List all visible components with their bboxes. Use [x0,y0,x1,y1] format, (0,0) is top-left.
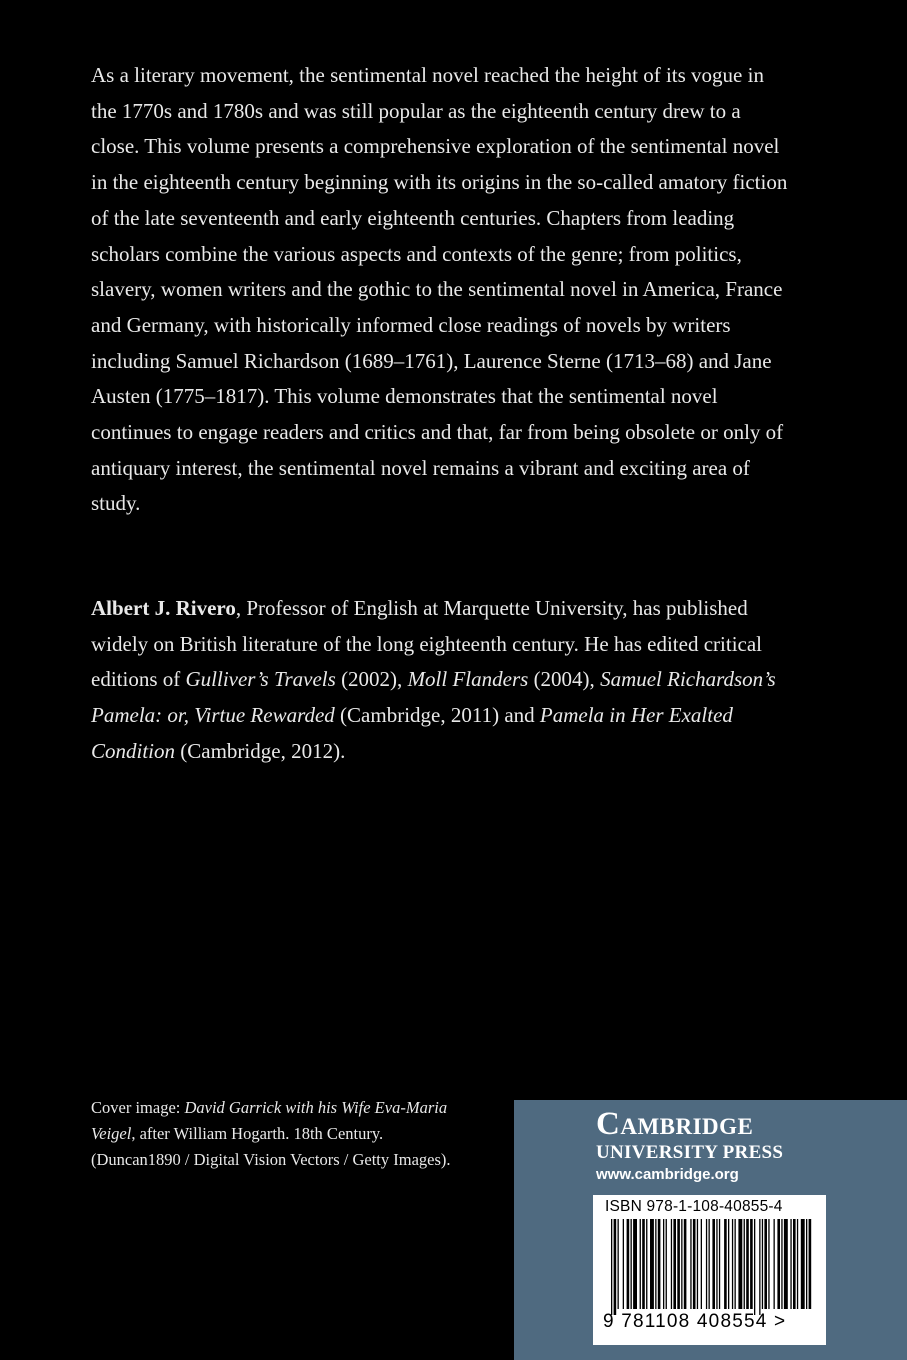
publisher-subtitle: UNIVERSITY PRESS [596,1142,784,1163]
credit-suffix: , after William Hogarth. 18th Century. (Duncan1890 / Digital Vision Vectors / Getty Images). [91,1124,451,1169]
credit-title: David Garrick with his Wife Eva-Maria Veigel [91,1098,448,1143]
isbn-label: ISBN 978-1-108-40855-4 [605,1198,783,1215]
bio-text-4: (Cambridge, 2011) and [334,703,540,728]
work-title-2: Moll Flanders [407,667,529,692]
credit-prefix: Cover image: [91,1098,185,1117]
publisher-panel [514,1100,907,1360]
barcode-digits: 9 781108 408554 > [603,1311,787,1332]
work-title-1: Gulliver’s Travels [185,667,336,692]
author-bio [91,591,791,770]
book-description: As a literary movement, the sentimental novel reached the height of its vogue in the 1770s and 1780s and was still popular as the eighteenth century drew to a close. This volume presents a comprehensive exploration of the sentimental novel in the eighteenth century beginning with its origins in the so-called amatory fiction of the late seventeenth and early eighteenth centuries. Chapters from leading scholars combine the various aspects and contexts of the genre; from politics, slavery, women writers and the gothic to the sentimental novel in America, France and Germany, with historically informed close readings of novels by writers including Samuel Richardson (1689–1761), Laurence Sterne (1713–68) and Jane Austen (1775–1817). This volume demonstrates that the sentimental novel continues to engage readers and critics and that, far from being obsolete or only of antiquary interest, the sentimental novel remains a vibrant and exciting area of study. [91,63,788,516]
barcode-box [593,1195,826,1345]
bio-text-1: , Professor of English at Marquette University, has published widely on British literature of the long eighteenth century. He has edited critical editions of [91,596,763,692]
publisher-url: www.cambridge.org [596,1166,739,1183]
bio-text-3: (2004), [528,667,601,692]
publisher-name: Cambridge [596,1106,754,1142]
bio-text-5: (Cambridge, 2012). [175,738,346,763]
work-title-3: Samuel Richardson’s Pamela: or, Virtue Rewarded [91,667,776,728]
work-title-4: Pamela in Her Exalted Condition [91,703,733,763]
bio-text-2: (2002), [335,667,408,692]
cover-image-credit [91,1095,471,1173]
author-name: Albert J. Rivero [91,596,236,620]
